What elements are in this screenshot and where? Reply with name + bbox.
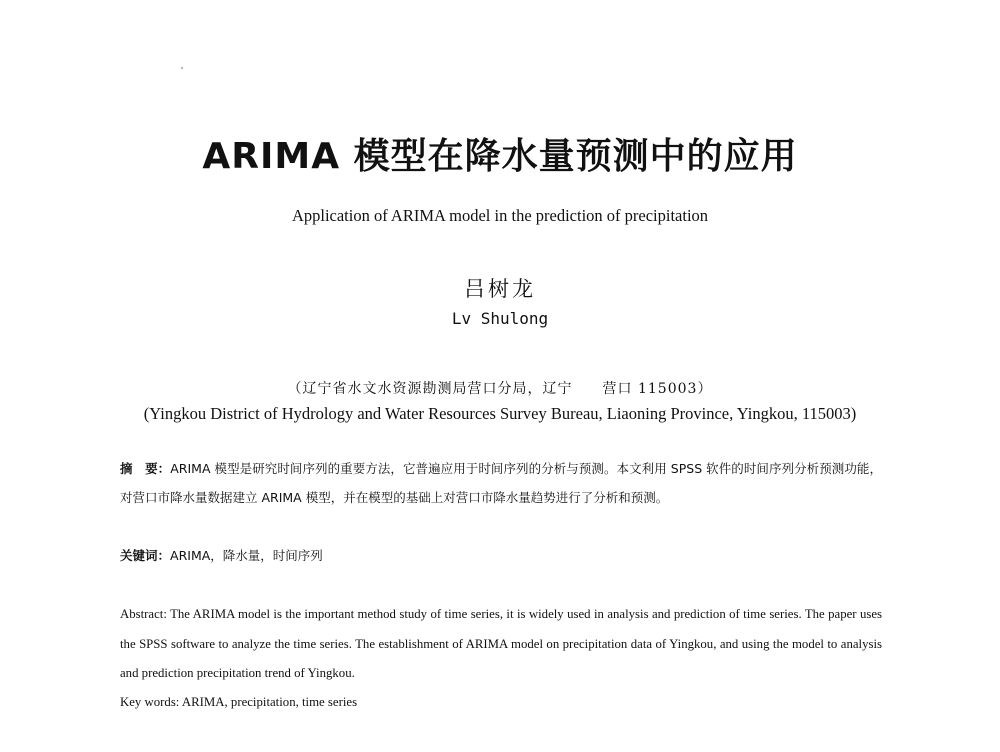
author-name-en: Lv Shulong [451, 309, 549, 328]
keywords-en [120, 689, 882, 715]
abstract-cn [120, 455, 882, 512]
keywords-cn-label: 关键词： [120, 548, 171, 563]
abstract-en-label: Abstract: [120, 607, 171, 621]
affiliation-cn: （辽宁省水文水资源勘测局营口分局，辽宁 营口 115003） [287, 381, 713, 397]
abstract-en-text: The ARIMA model is the important method study of time series, it is widely used in analysis and prediction of time series. The paper uses the SPSS software to analyze the time series. The establishment of ARIMA model on precipitation data of Yingkou, and using the model to analysis and prediction precipitation trend of Yingkou. [120, 607, 882, 680]
keywords-cn [120, 543, 882, 569]
abstract-en [120, 600, 882, 689]
keywords-en-label: Key words: [120, 695, 182, 709]
abstract-cn-text: ARIMA 模型是研究时间序列的重要方法，它普遍应用于时间序列的分析与预测。本文利用 SPSS 软件的时间序列分析预测功能，对营口市降水量数据建立 ARIMA 模型，并在模型的基础上对营口市降水量趋势进行了分析和预测。 [120, 461, 882, 505]
author-name-cn: 吕树龙 [464, 277, 536, 301]
paper-title-cn: ARIMA 模型在降水量预测中的应用 [202, 136, 798, 177]
keywords-cn-text: ARIMA，降水量，时间序列 [170, 548, 323, 563]
affiliation-en: (Yingkou District of Hydrology and Water Resources Survey Bureau, Liaoning Province, Yingkou, 115003) [143, 404, 857, 423]
abstract-cn-label: 摘 要： [120, 461, 171, 476]
keywords-en-text: ARIMA, precipitation, time series [181, 695, 358, 709]
paper-title-en: Application of ARIMA model in the prediction of precipitation [291, 206, 709, 225]
scan-speck [181, 67, 183, 69]
